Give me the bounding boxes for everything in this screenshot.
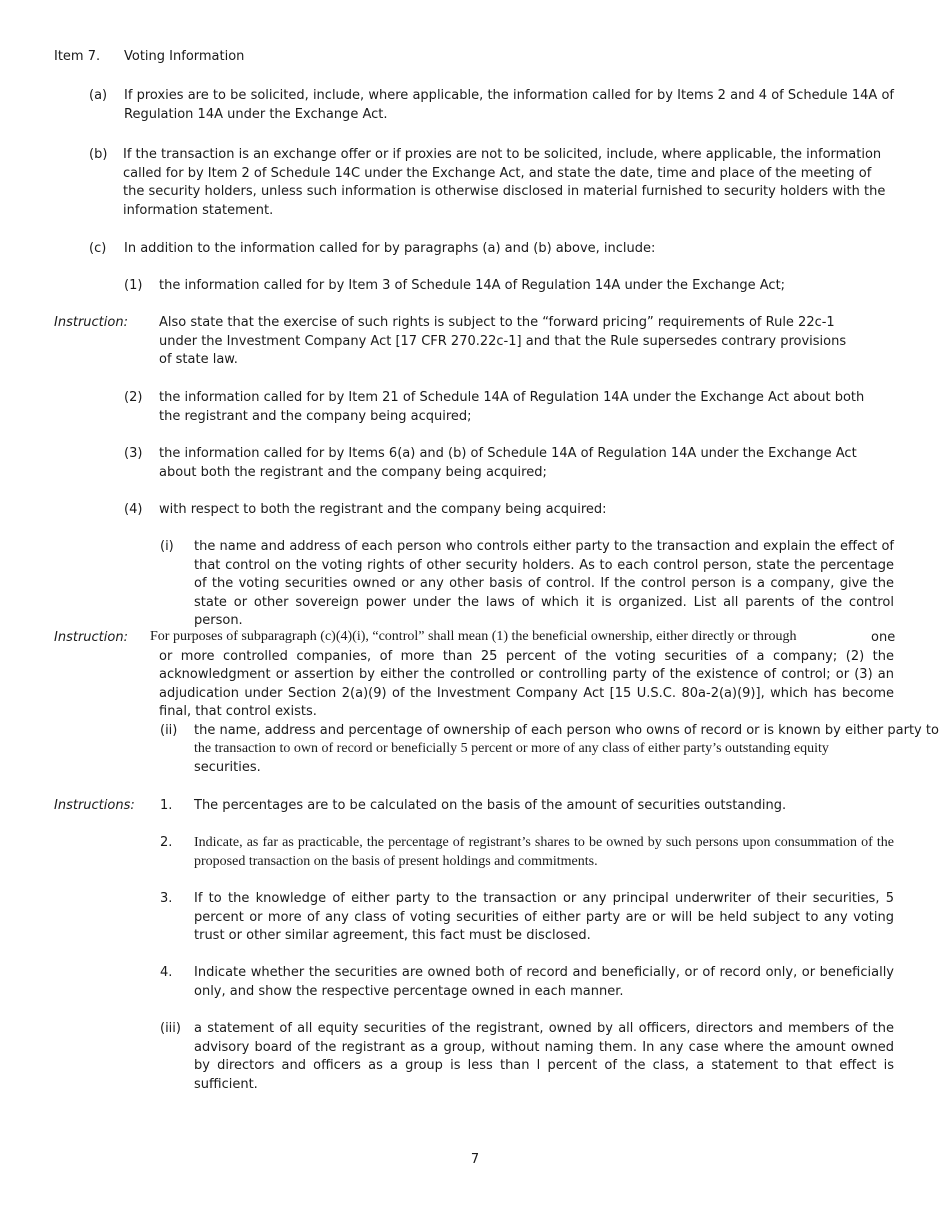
clause-iii-label: (iii) xyxy=(160,1021,181,1036)
subparagraph-4-text: with respect to both the registrant and the company being acquired: xyxy=(159,502,607,517)
instruction-item-4-number: 4. xyxy=(160,965,173,980)
clause-ii-tail: securities. xyxy=(194,760,261,775)
instruction-text: Also state that the exercise of such rights is subject to the “forward pricing” requirements of Rule 22c-1 under the Investment Company Act [17 CFR 270.22c-1] and that the Rule supersedes contrary provisions of state law. xyxy=(159,315,847,367)
clause-ii-label: (ii) xyxy=(160,723,178,738)
subparagraph-3-text: the information called for by Items 6(a) and (b) of Schedule 14A of Regulation 14A under the Exchange Act about both the registrant and the company being acquired; xyxy=(159,446,857,480)
instructions-label: Instructions: xyxy=(54,798,135,813)
clause-i-label: (i) xyxy=(160,539,174,554)
paragraph-a-text: If proxies are to be solicited, include, where applicable, the information called for by Items 2 and 4 of Schedule 14A of Regulation 14A under the Exchange Act. xyxy=(124,88,894,122)
instruction-item-1-text: The percentages are to be calculated on the basis of the amount of securities outstanding. xyxy=(194,798,787,813)
paragraph-a-label: (a) xyxy=(89,88,108,103)
paragraph-b-label: (b) xyxy=(89,147,108,162)
instruction-item-2-number: 2. xyxy=(160,835,173,850)
paragraph-c-label: (c) xyxy=(89,241,107,256)
subparagraph-1-text: the information called for by Item 3 of Schedule 14A of Regulation 14A under the Exchange Act; xyxy=(159,278,786,293)
instruction-2-label: Instruction: xyxy=(54,630,128,645)
instruction-item-3-number: 3. xyxy=(160,891,173,906)
instruction-item-3-text: If to the knowledge of either party to the transaction or any principal underwriter of their securities, 5 percent or more of any class of voting securities of either party are or will be held subject to any voting trust or other similar agreement, this fact must be disclosed. xyxy=(194,891,894,943)
item-title: Voting Information xyxy=(124,49,245,64)
clause-i-text: the name and address of each person who controls either party to the transaction and explain the effect of that control on the voting rights of other security holders. As to each control person, state the percentage of the voting securities owned or any other basis of control. If the control person is a company, give the state or other sovereign power under the laws of which it is organized. List all parents of the control person. xyxy=(194,539,894,628)
clause-ii-serif: the transaction to own of record or beneficially 5 percent or more of any class of either party’s outstanding equity xyxy=(194,741,829,756)
instruction-item-1-number: 1. xyxy=(160,798,173,813)
subparagraph-2-label: (2) xyxy=(124,390,143,405)
subparagraph-2-text: the information called for by Item 21 of Schedule 14A of Regulation 14A under the Exchange Act about both the registrant and the company being acquired; xyxy=(159,390,865,424)
subparagraph-3-label: (3) xyxy=(124,446,143,461)
instruction-label: Instruction: xyxy=(54,315,128,330)
subparagraph-1-label: (1) xyxy=(124,278,143,293)
instruction-2-text: one or more controlled companies, of more than 25 percent of the voting securities of a company; (2) the acknowledgment or assertion by either the controlled or controlling party of the existence of control; or (3) an adjudication under Section 2(a)(9) of the Investment Company Act [15 U.S.C. 80a-2(a)(9)], which has become final, that control exists. xyxy=(159,630,896,719)
instruction-item-2-text: Indicate, as far as practicable, the percentage of registrant’s shares to be owned by such persons upon consummation of the proposed transaction on the basis of present holdings and commitments. xyxy=(194,835,894,869)
clause-iii-text: a statement of all equity securities of the registrant, owned by all officers, directors and members of the advisory board of the registrant as a group, without naming them. In any case where the amount owned by directors and officers as a group is less than l percent of the class, a statement to that effect is sufficient. xyxy=(194,1021,894,1092)
paragraph-c-text: In addition to the information called for by paragraphs (a) and (b) above, include: xyxy=(124,241,656,256)
paragraph-b-text: If the transaction is an exchange offer or if proxies are not to be solicited, include, where applicable, the information called for by Item 2 of Schedule 14C under the Exchange Act, and state the date, time and place of the meeting of the security holders, unless such information is otherwise disclosed in material furnished to security holders with the information statement. xyxy=(123,147,886,218)
clause-ii-lead: the name, address and percentage of ownership of each person who owns of record or is known by either party to xyxy=(194,723,939,738)
instruction-2-lead: For purposes of subparagraph (c)(4)(i), “control” shall mean (1) the beneficial ownership, either directly or through xyxy=(150,629,797,644)
page-number: 7 xyxy=(470,1152,480,1167)
item-number: Item 7. xyxy=(54,49,101,64)
instruction-item-4-text: Indicate whether the securities are owned both of record and beneficially, or of record only, or beneficially only, and show the respective percentage owned in each manner. xyxy=(194,965,894,999)
subparagraph-4-label: (4) xyxy=(124,502,143,517)
